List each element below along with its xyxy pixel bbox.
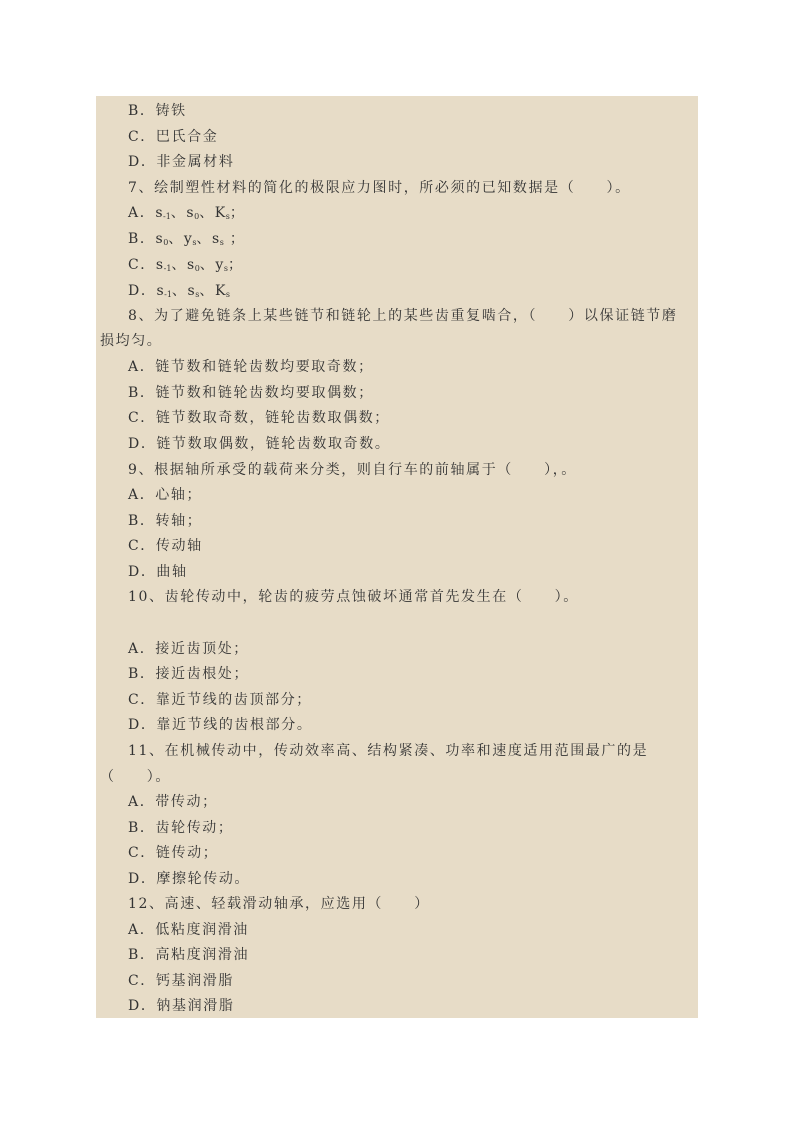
subscript: s [219, 238, 224, 247]
option-c-q10: C．靠近节线的齿顶部分； [128, 692, 312, 708]
separator: 、 [168, 231, 184, 247]
subscript: 0 [194, 212, 200, 221]
option-letter: A． [128, 205, 156, 221]
option-a-q10: A．接近齿顶处； [128, 641, 249, 657]
separator: 、 [199, 257, 216, 273]
option-c-q9: C．传动轴 [128, 538, 203, 554]
option-c-q12: C．钙基润滑脂 [128, 973, 234, 989]
option-d-q10: D．靠近节线的齿根部分。 [128, 717, 313, 733]
symbol: $s_{-1}$ [155, 205, 171, 221]
symbol: $s_{-1}$ [155, 257, 172, 273]
subscript: -1 [164, 290, 172, 299]
separator: 、 [199, 205, 215, 221]
question-11-continued: （ ）。 [100, 769, 171, 785]
option-a-q9: A．心轴； [128, 487, 203, 503]
option-letter: B． [128, 231, 156, 247]
question-8-continued: 损均匀。 [100, 333, 163, 349]
symbol: $s_0$ [187, 257, 200, 273]
question-10: 10、齿轮传动中，轮齿的疲劳点蚀破坏通常首先发生在（ ）。 [128, 589, 579, 605]
option-d-q6: D．非金属材料 [128, 154, 235, 170]
option-b-q9: B．转轴； [128, 513, 203, 529]
question-8: 8、为了避免链条上某些链节和链轮上的某些齿重复啮合，（ ）以保证链节磨 [128, 308, 678, 324]
separator: 、 [171, 257, 188, 273]
question-7: 7、绘制塑性材料的简化的极限应力图时，所必须的已知数据是（ ）。 [128, 180, 631, 196]
symbol: $s_{-1}$ [156, 283, 172, 299]
subscript: s [195, 290, 200, 299]
option-a-q8: A．链节数和链轮齿数均要取奇数； [128, 359, 374, 375]
subscript: s [223, 264, 228, 273]
option-b-q7 [96, 226, 698, 252]
subscript: s [225, 290, 231, 299]
option-letter: D． [128, 283, 157, 299]
symbol: $s_s$ [187, 283, 200, 299]
option-b-q12: B．高粘度润滑油 [128, 947, 250, 963]
option-c-q11: C．链传动； [128, 845, 219, 861]
option-b-q10: B．接近齿根处； [128, 666, 250, 682]
option-d-q8: D．链节数取偶数，链轮齿数取奇数。 [128, 436, 391, 452]
separator: 、 [170, 205, 187, 221]
question-9: 9、根据轴所承受的载荷来分类，则自行车的前轴属于（ ），。 [128, 462, 577, 478]
option-d-q9: D．曲轴 [128, 564, 188, 580]
option-a-q12: A．低粘度润滑油 [128, 922, 249, 938]
separator: ； [227, 257, 244, 273]
symbol: $s_0$ [186, 205, 200, 221]
symbol: $s_0$ [155, 231, 169, 247]
separator: 、 [171, 283, 188, 299]
subscript: s [225, 212, 230, 221]
separator: ； [223, 231, 246, 247]
question-11: 11、在机械传动中，传动效率高、结构紧凑、功率和速度适用范围最广的是 [128, 743, 649, 759]
subscript: 0 [163, 238, 169, 247]
option-c-q8: C．链节数取奇数，链轮齿数取偶数； [128, 410, 390, 426]
option-c-q6: C．巴氏合金 [128, 129, 219, 145]
subscript: -1 [163, 264, 172, 273]
option-a-q7 [96, 200, 698, 226]
separator: 、 [199, 283, 215, 299]
option-b-q8: B．链节数和链轮齿数均要取偶数； [128, 385, 374, 401]
symbol: $y_s$ [215, 257, 228, 273]
separator: 、 [196, 231, 213, 247]
option-letter: C． [128, 257, 156, 273]
option-d-q7 [96, 278, 698, 304]
option-b-q11: B．齿轮传动； [128, 820, 234, 836]
question-12: 12、高速、轻载滑动轴承，应选用（ ） [128, 896, 430, 912]
option-a-q11: A．带传动； [128, 794, 218, 810]
option-d-q12: D．钠基润滑脂 [128, 998, 235, 1014]
symbol: $y_s$ [183, 231, 197, 247]
symbol: $K_s$ [214, 283, 231, 299]
option-d-q11: D．摩擦轮传动。 [128, 871, 251, 887]
subscript: 0 [194, 264, 200, 273]
symbol: $s_s$ [212, 231, 224, 247]
option-b-q6: B．铸铁 [128, 103, 187, 119]
option-c-q7 [96, 252, 698, 278]
subscript: s [192, 238, 197, 247]
separator: ； [229, 205, 246, 221]
symbol: $K_s$ [214, 205, 230, 221]
subscript: -1 [163, 212, 171, 221]
